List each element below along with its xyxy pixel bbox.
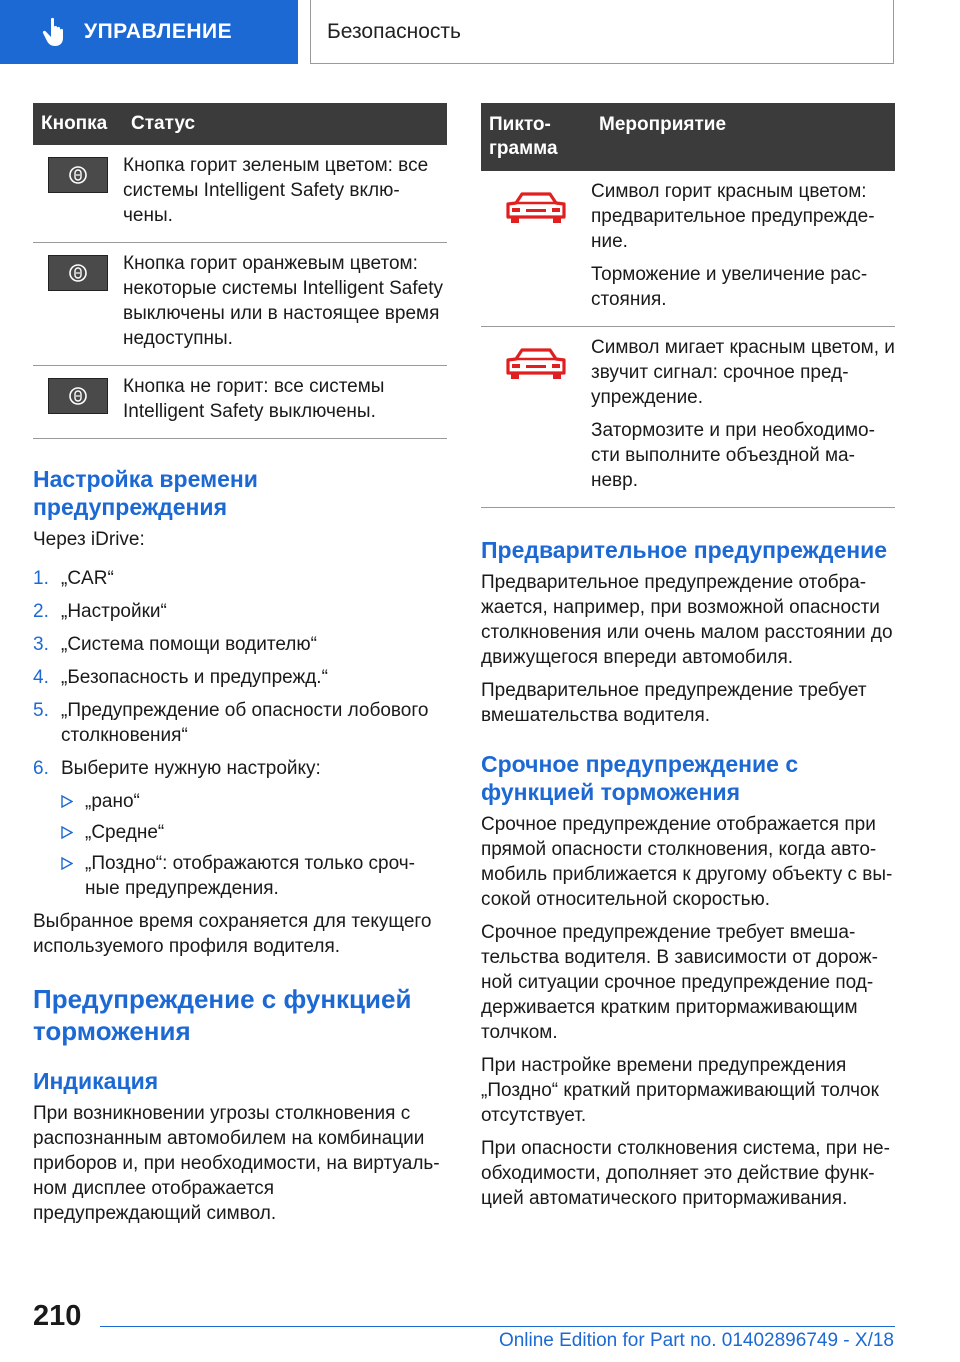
triangle-bullet-icon (61, 795, 73, 808)
timing-intro: Через iDrive: (33, 529, 145, 550)
header-status: Статус (131, 113, 196, 134)
right-column (481, 103, 895, 1219)
button-status-table (33, 103, 447, 439)
table-row (481, 171, 895, 327)
status-text: Кнопка горит оранжевым цветом: некоторые системы Intelligent Safety выключены или в настоящее время недоступны. (123, 253, 444, 349)
urgent-warning-heading: Срочное предупреждение с функцией торможения (481, 751, 799, 805)
list-item: „Поздно“: отображаются только сроч-ные предупреждения. (61, 851, 447, 901)
timing-outro: Выбранное время сохраняется для текущего используемого профиля водителя. (33, 911, 432, 957)
intelligent-safety-button-icon (48, 255, 108, 291)
list-item: 6. Выберите нужную настройку: (33, 758, 321, 779)
edition-text: Online Edition for Part no. 01402896749 - X/18 (498, 1330, 894, 1351)
pre-warning-heading: Предварительное предупреждение (481, 537, 888, 563)
urgent-warning-paragraph: Срочное предупреждение отображается при прямой опасности столкновения, когда авто-мобиль приближается к другому объекту с вы-сокой относительной скоростью. (481, 814, 893, 910)
table-row (33, 145, 447, 243)
list-item: 2. „Настройки“ (33, 601, 167, 622)
hand-pointer-icon (38, 15, 72, 49)
list-item: 4. „Безопасность и предупрежд.“ (33, 667, 328, 688)
urgent-warning-paragraph: При опасности столкновения система, при не-обходимости, дополняет это действие функ-цией автоматического притормаживания. (481, 1138, 890, 1209)
page-number: 210 (33, 1300, 82, 1332)
list-item: 1. „CAR“ (33, 568, 114, 589)
section-header (310, 0, 894, 64)
braking-heading: Предупреждение с функцией торможения (33, 984, 412, 1046)
action-text: Символ горит красным цветом: предварительное предупрежде-ние. Торможение и увеличение рас-стояния. (591, 181, 875, 310)
status-text: Кнопка горит зеленым цветом: все системы Intelligent Safety вклю-чены. (123, 155, 429, 226)
table-row (33, 366, 447, 439)
list-item: 3. „Система помощи водителю“ (33, 634, 317, 655)
triangle-bullet-icon (61, 857, 73, 870)
pre-warning-paragraph: Предварительное предупреждение требует вмешательства водителя. (481, 680, 867, 726)
chapter-tab-label: УПРАВЛЕНИЕ (84, 20, 233, 43)
pictogram-table (481, 103, 895, 508)
chapter-tab[interactable] (0, 0, 298, 64)
pre-warning-paragraph: Предварительное предупреждение отобра-жается, например, при возможной опасности столкновения или очень малом расстоянии до движущегося впереди автомобиля. (481, 572, 893, 668)
table-header (481, 103, 895, 171)
header-action: Мероприятие (599, 114, 727, 135)
header-pictogram: Пикто-грамма (489, 114, 558, 159)
action-text: Символ мигает красным цветом, и звучит сигнал: срочное пред-упреждение. Затормозите и при необходимо-сти выполните объездной ма-невр. (591, 337, 895, 491)
status-text: Кнопка не горит: все системы Intelligent Safety выключены. (123, 376, 385, 422)
urgent-warning-paragraph: При настройке времени предупреждения „Поздно“ краткий притормаживающий толчок отсутствует. (481, 1055, 879, 1126)
indication-heading: Индикация (33, 1068, 159, 1094)
timing-heading: Настройка времени предупреждения (33, 466, 258, 520)
red-car-icon (504, 347, 568, 381)
red-car-icon (504, 191, 568, 225)
list-item: 5. „Предупреждение об опасности лобового столкновения“ (33, 700, 429, 746)
list-item: „Средне“ (61, 820, 447, 845)
list-item: „рано“ (61, 789, 447, 814)
intelligent-safety-button-icon (48, 157, 108, 193)
timing-steps (33, 566, 447, 781)
table-row (33, 243, 447, 366)
indication-text: При возникновении угрозы столкновения с распознанным автомобилем на комбинации приборов и, при необходимости, на виртуаль-ном дисплее отображается предупреждающий символ. (33, 1103, 440, 1224)
table-row (481, 327, 895, 508)
intelligent-safety-button-icon (48, 378, 108, 414)
urgent-warning-paragraph: Срочное предупреждение требует вмеша-тельства водителя. В зависимости от дорож-ной ситуации срочное предупреждение под-держивается кратким притормаживающим толчком. (481, 922, 878, 1043)
triangle-bullet-icon (61, 826, 73, 839)
left-column (33, 103, 447, 1234)
section-title: Безопасность (327, 19, 461, 43)
footer-divider (100, 1326, 895, 1327)
timing-options (33, 789, 447, 901)
header-button: Кнопка (41, 113, 108, 134)
table-header (33, 103, 447, 145)
